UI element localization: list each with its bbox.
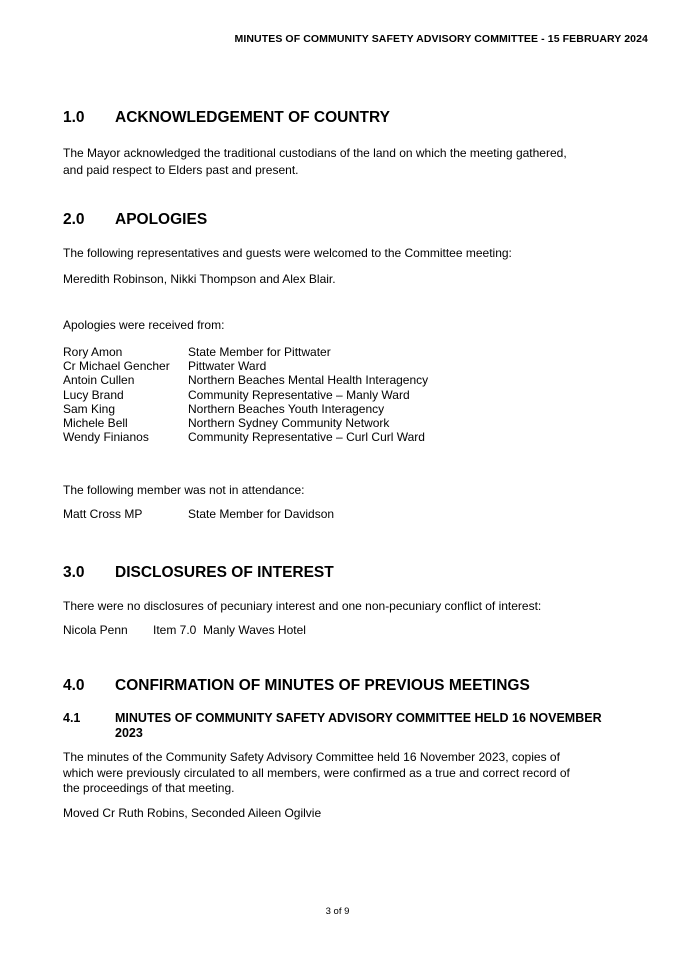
section-2-number: 2.0 — [63, 211, 85, 228]
apology-row — [63, 402, 655, 416]
moved-seconded-line: Moved Cr Ruth Robins, Seconded Aileen Ogilvie — [63, 806, 322, 820]
apology-row — [63, 345, 655, 359]
section-3-title: DISCLOSURES OF INTEREST — [115, 564, 334, 581]
document-header: MINUTES OF COMMUNITY SAFETY ADVISORY COMMITTEE - 15 FEBRUARY 2024 — [234, 33, 648, 45]
apologies-label: Apologies were received from: — [63, 318, 225, 332]
section-1-title: ACKNOWLEDGEMENT OF COUNTRY — [115, 109, 390, 126]
section-4-1-heading — [63, 711, 635, 741]
section-1-number: 1.0 — [63, 109, 85, 126]
apology-row — [63, 416, 655, 430]
apology-role: Pittwater Ward — [188, 359, 267, 374]
absent-member-row — [63, 507, 655, 521]
absent-member-role: State Member for Davidson — [188, 507, 335, 521]
heading-line: MINUTES OF COMMUNITY SAFETY ADVISORY COMMITTEE HELD 16 NOVEMBER — [115, 711, 602, 725]
apology-name: Cr Michael Gencher — [63, 359, 170, 374]
acknowledgement-paragraph — [63, 145, 655, 178]
section-3-number: 3.0 — [63, 564, 85, 581]
apology-role: Northern Beaches Mental Health Interagency — [188, 373, 429, 388]
apology-name: Michele Bell — [63, 416, 128, 431]
section-2-heading — [63, 210, 635, 229]
text-line: the proceedings of that meeting. — [63, 781, 235, 795]
apology-name: Lucy Brand — [63, 387, 124, 402]
apology-role: Community Representative – Manly Ward — [188, 387, 410, 402]
section-4-heading — [63, 676, 635, 695]
disclosure-row — [63, 623, 655, 637]
text-line: which were previously circulated to all members, were confirmed as a true and correct record of — [63, 765, 570, 780]
apologies-intro: The following representatives and guests were welcomed to the Committee meeting: — [63, 246, 512, 260]
text-line: and paid respect to Elders past and present. — [63, 162, 299, 177]
section-4-title: CONFIRMATION OF MINUTES OF PREVIOUS MEETINGS — [115, 677, 530, 694]
apology-name: Antoin Cullen — [63, 373, 135, 388]
section-4-1-title — [115, 711, 602, 741]
apology-role: Northern Beaches Youth Interagency — [188, 401, 385, 416]
section-3-heading — [63, 563, 635, 582]
apology-role: Community Representative – Curl Curl Ward — [188, 430, 425, 445]
text-line: The Mayor acknowledged the traditional custodians of the land on which the meeting gathered, — [63, 146, 567, 160]
disclosures-intro: There were no disclosures of pecuniary interest and one non-pecuniary conflict of interest: — [63, 599, 542, 613]
section-4-1-number: 4.1 — [63, 711, 81, 725]
welcomed-guests: Meredith Robinson, Nikki Thompson and Alex Blair. — [63, 272, 336, 286]
confirmation-paragraph — [63, 750, 655, 797]
absence-label: The following member was not in attendance: — [63, 483, 305, 497]
apology-name: Wendy Finianos — [63, 430, 149, 445]
absent-member-name: Matt Cross MP — [63, 507, 143, 521]
page-number: 3 of 9 — [325, 906, 350, 917]
text-line: The minutes of the Community Safety Advisory Committee held 16 November 2023, copies of — [63, 750, 560, 764]
apology-row — [63, 359, 655, 373]
apology-row — [63, 430, 655, 444]
section-2-title: APOLOGIES — [115, 211, 208, 228]
apology-role: Northern Sydney Community Network — [188, 416, 390, 431]
apologies-table — [63, 345, 655, 444]
disclosure-detail: Item 7.0 Manly Waves Hotel — [153, 623, 306, 637]
apology-row — [63, 373, 655, 387]
section-4-number: 4.0 — [63, 677, 85, 694]
heading-line: 2023 — [115, 726, 143, 740]
apology-name: Sam King — [63, 401, 116, 416]
apology-row — [63, 388, 655, 402]
section-1-heading — [63, 108, 635, 127]
disclosure-name: Nicola Penn — [63, 623, 128, 637]
apology-name: Rory Amon — [63, 345, 123, 359]
apology-role: State Member for Pittwater — [188, 345, 331, 359]
